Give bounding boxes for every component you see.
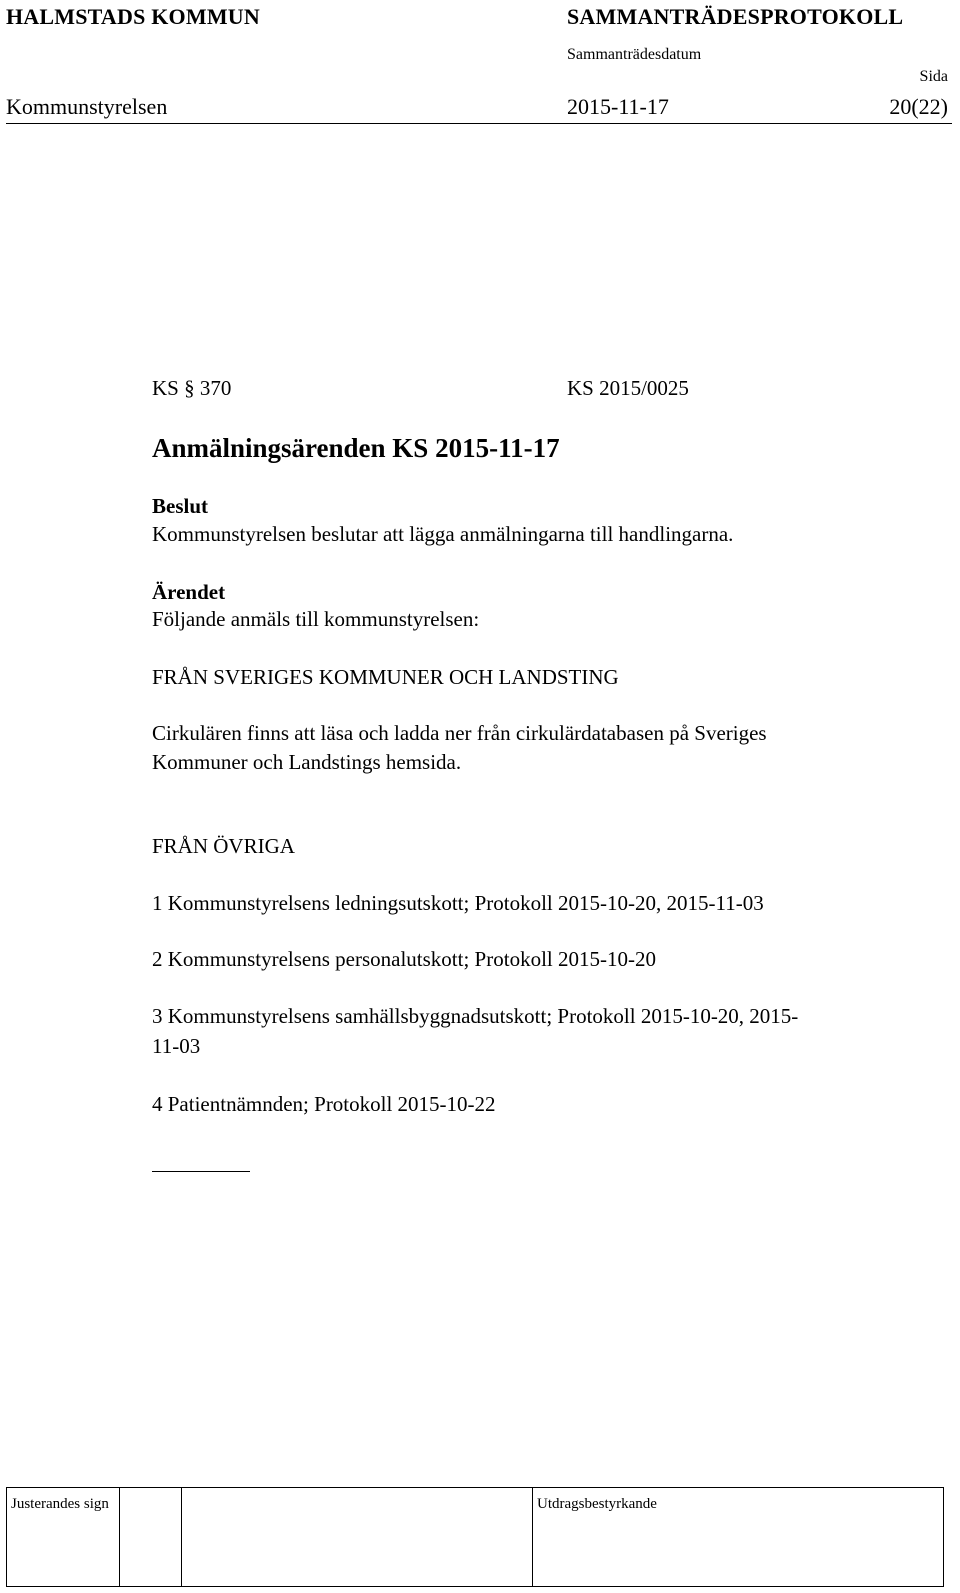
committee-name: Kommunstyrelsen	[6, 94, 168, 119]
meeting-date: 2015-11-17	[567, 94, 669, 119]
case-number: KS 2015/0025	[567, 376, 689, 400]
decision-heading: Beslut	[152, 494, 209, 518]
extract-cell	[533, 1488, 945, 1586]
list-item: 3 Kommunstyrelsens samhällsbyggnadsutskott; Protokoll 2015-10-20, 2015-	[152, 1004, 799, 1028]
paragraph-reference: KS § 370	[152, 376, 232, 400]
section-heading-skl: FRÅN SVERIGES KOMMUNER OCH LANDSTING	[152, 665, 619, 689]
end-rule	[152, 1171, 250, 1172]
circular-text-line-2: Kommuner och Landstings hemsida.	[152, 750, 462, 774]
sign-field	[120, 1488, 182, 1586]
list-item: 4 Patientnämnden; Protokoll 2015-10-22	[152, 1092, 496, 1116]
meeting-date-label: Sammanträdesdatum	[567, 46, 702, 63]
decision-text: Kommunstyrelsen beslutar att lägga anmälningarna till handlingarna.	[152, 522, 734, 546]
list-item: 2 Kommunstyrelsens personalutskott; Protokoll 2015-10-20	[152, 947, 656, 971]
organization-name: HALMSTADS KOMMUN	[6, 4, 260, 29]
circular-text-line-1: Cirkulären finns att läsa och ladda ner från cirkulärdatabasen på Sveriges	[152, 721, 767, 745]
sign-field	[182, 1488, 533, 1586]
document-type: SAMMANTRÄDESPROTOKOLL	[567, 4, 904, 29]
case-title: Anmälningsärenden KS 2015-11-17	[152, 433, 560, 463]
matter-heading: Ärendet	[152, 580, 226, 604]
page-number: 20(22)	[889, 94, 948, 119]
sign-label: Justerandes sign	[11, 1496, 109, 1512]
list-item: 1 Kommunstyrelsens ledningsutskott; Protokoll 2015-10-20, 2015-11-03	[152, 891, 764, 915]
signature-table	[6, 1487, 944, 1587]
list-item-continuation: 11-03	[152, 1034, 201, 1058]
page-label: Sida	[919, 68, 948, 85]
extract-label: Utdragsbestyrkande	[537, 1496, 657, 1512]
section-heading-ovriga: FRÅN ÖVRIGA	[152, 834, 295, 858]
matter-text: Följande anmäls till kommunstyrelsen:	[152, 607, 480, 631]
header-divider	[6, 123, 952, 124]
sign-cell	[7, 1488, 120, 1586]
